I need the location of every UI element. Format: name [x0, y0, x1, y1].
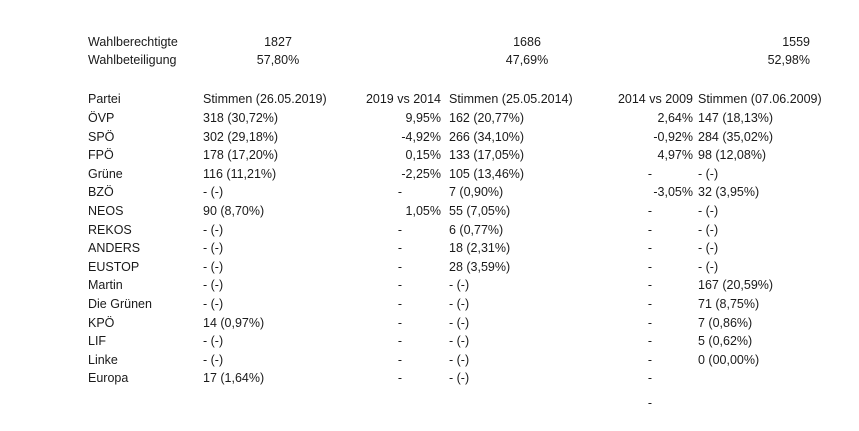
votes-2019: 178 (17,20%): [203, 148, 279, 163]
votes-2014: 18 (2,31%): [449, 241, 511, 256]
trailing-dash: -: [647, 396, 653, 410]
diff-2014-2009: -: [647, 241, 653, 256]
diff-2014-2009: -0,92%: [653, 129, 693, 144]
votes-2014: 133 (17,05%): [449, 148, 525, 163]
diff-2014-2009: -: [647, 204, 653, 218]
table-row: [0, 369, 859, 387]
votes-2014: 6 (0,77%): [449, 222, 504, 237]
votes-2009: 167 (20,59%): [698, 278, 774, 293]
party-name: ANDERS: [88, 241, 141, 256]
header-votes-2009: Stimmen (07.06.2009): [698, 92, 822, 106]
table-row: [0, 332, 859, 350]
diff-2019-2014: 9,95%: [405, 111, 441, 125]
eligible-2009: 1559: [782, 35, 810, 49]
party-name: Grüne: [88, 166, 123, 181]
votes-2014: - (-): [449, 278, 470, 293]
votes-2009: - (-): [698, 241, 719, 256]
votes-2019: - (-): [203, 334, 224, 349]
diff-2019-2014: 1,05%: [405, 204, 441, 218]
votes-2009: 147 (18,13%): [698, 111, 774, 125]
votes-2014: - (-): [449, 334, 470, 349]
diff-2019-2014: -: [397, 185, 403, 200]
diff-2014-2009: -: [647, 371, 653, 386]
table-row: [0, 183, 859, 201]
votes-2014: 55 (7,05%): [449, 204, 511, 218]
votes-2019: - (-): [203, 241, 224, 256]
diff-2019-2014: -: [397, 334, 403, 349]
votes-2009: - (-): [698, 166, 719, 181]
votes-2009: 0 (00,00%): [698, 352, 760, 367]
votes-2019: - (-): [203, 185, 224, 200]
table-row: [0, 202, 859, 220]
diff-2014-2009: -: [647, 166, 653, 181]
party-name: REKOS: [88, 222, 132, 237]
votes-2009: 32 (3,95%): [698, 185, 760, 200]
header-votes-2019: Stimmen (26.05.2019): [203, 92, 327, 106]
diff-2014-2009: -: [647, 334, 653, 349]
votes-2019: - (-): [203, 297, 224, 311]
eligible-label: Wahlberechtigte: [88, 35, 178, 49]
votes-2019: - (-): [203, 222, 224, 237]
votes-2009: 284 (35,02%): [698, 129, 774, 144]
diff-2019-2014: -2,25%: [401, 166, 441, 181]
header-votes-2014: Stimmen (25.05.2014): [449, 92, 573, 106]
votes-2019: 116 (11,21%): [203, 166, 277, 181]
turnout-label: Wahlbeteiligung: [88, 53, 177, 67]
table-row: [0, 221, 859, 239]
header-diff-2019-2014: 2019 vs 2014: [365, 92, 441, 106]
turnout-2014: 47,69%: [505, 53, 549, 67]
votes-2014: - (-): [449, 297, 470, 311]
header-diff-2014-2009: 2014 vs 2009: [617, 92, 693, 106]
votes-2019: 90 (8,70%): [203, 204, 265, 218]
votes-2019: 318 (30,72%): [203, 111, 279, 125]
turnout-row: [0, 51, 859, 69]
party-name: ÖVP: [88, 111, 115, 125]
diff-2019-2014: -: [397, 315, 403, 330]
votes-2014: 105 (13,46%): [449, 166, 525, 181]
votes-2014: 266 (34,10%): [449, 129, 525, 144]
trailing-row: [0, 394, 859, 412]
votes-2014: 162 (20,77%): [449, 111, 525, 125]
party-name: NEOS: [88, 204, 124, 218]
diff-2019-2014: -: [397, 241, 403, 256]
table-header: [0, 90, 859, 108]
diff-2019-2014: -: [397, 278, 403, 293]
diff-2019-2014: -4,92%: [401, 129, 441, 144]
votes-2009: 71 (8,75%): [698, 297, 760, 311]
party-name: EUSTOP: [88, 259, 140, 274]
diff-2019-2014: -: [397, 371, 403, 386]
votes-2014: - (-): [449, 371, 470, 386]
party-name: SPÖ: [88, 129, 115, 144]
diff-2019-2014: 0,15%: [405, 148, 441, 163]
votes-2019: - (-): [203, 278, 224, 293]
votes-2014: 28 (3,59%): [449, 259, 511, 274]
party-name: Europa: [88, 371, 129, 386]
table-row: [0, 295, 859, 313]
votes-2019: 17 (1,64%): [203, 371, 265, 386]
table-row: [0, 128, 859, 146]
diff-2014-2009: -: [647, 315, 653, 330]
votes-2009: 7 (0,86%): [698, 315, 753, 330]
party-name: LIF: [88, 334, 107, 349]
table-row: [0, 146, 859, 164]
votes-2009: 5 (0,62%): [698, 334, 753, 349]
votes-2019: - (-): [203, 352, 224, 367]
table-row: [0, 258, 859, 276]
turnout-2019: 57,80%: [256, 53, 300, 67]
eligible-voters-row: [0, 33, 859, 51]
votes-2009: - (-): [698, 204, 719, 218]
votes-2014: - (-): [449, 315, 470, 330]
votes-2009: - (-): [698, 259, 719, 274]
votes-2009: 98 (12,08%): [698, 148, 767, 163]
diff-2019-2014: -: [397, 222, 403, 237]
votes-2019: 302 (29,18%): [203, 129, 279, 144]
votes-2014: - (-): [449, 352, 470, 367]
party-name: Linke: [88, 352, 118, 367]
table-row: [0, 351, 859, 369]
diff-2014-2009: -: [647, 222, 653, 237]
votes-2009: - (-): [698, 222, 719, 237]
table-row: [0, 276, 859, 294]
diff-2019-2014: -: [397, 259, 403, 274]
table-row: [0, 109, 859, 127]
eligible-2014: 1686: [513, 35, 541, 49]
diff-2014-2009: 4,97%: [657, 148, 693, 163]
diff-2014-2009: 2,64%: [657, 111, 693, 125]
party-name: KPÖ: [88, 315, 115, 330]
table-row: [0, 165, 859, 183]
party-name: BZÖ: [88, 185, 114, 200]
eligible-2019: 1827: [264, 35, 292, 49]
party-name: Martin: [88, 278, 123, 293]
votes-2019: 14 (0,97%): [203, 315, 265, 330]
diff-2014-2009: -3,05%: [653, 185, 693, 200]
diff-2014-2009: -: [647, 297, 653, 311]
header-party: Partei: [88, 92, 121, 106]
diff-2014-2009: -: [647, 259, 653, 274]
votes-2014: 7 (0,90%): [449, 185, 504, 200]
diff-2019-2014: -: [397, 352, 403, 367]
turnout-2009: 52,98%: [767, 53, 810, 67]
table-row: [0, 314, 859, 332]
party-name: Die Grünen: [88, 297, 152, 311]
party-name: FPÖ: [88, 148, 114, 163]
votes-2019: - (-): [203, 259, 224, 274]
diff-2014-2009: -: [647, 352, 653, 367]
table-row: [0, 239, 859, 257]
diff-2014-2009: -: [647, 278, 653, 293]
diff-2019-2014: -: [397, 297, 403, 311]
